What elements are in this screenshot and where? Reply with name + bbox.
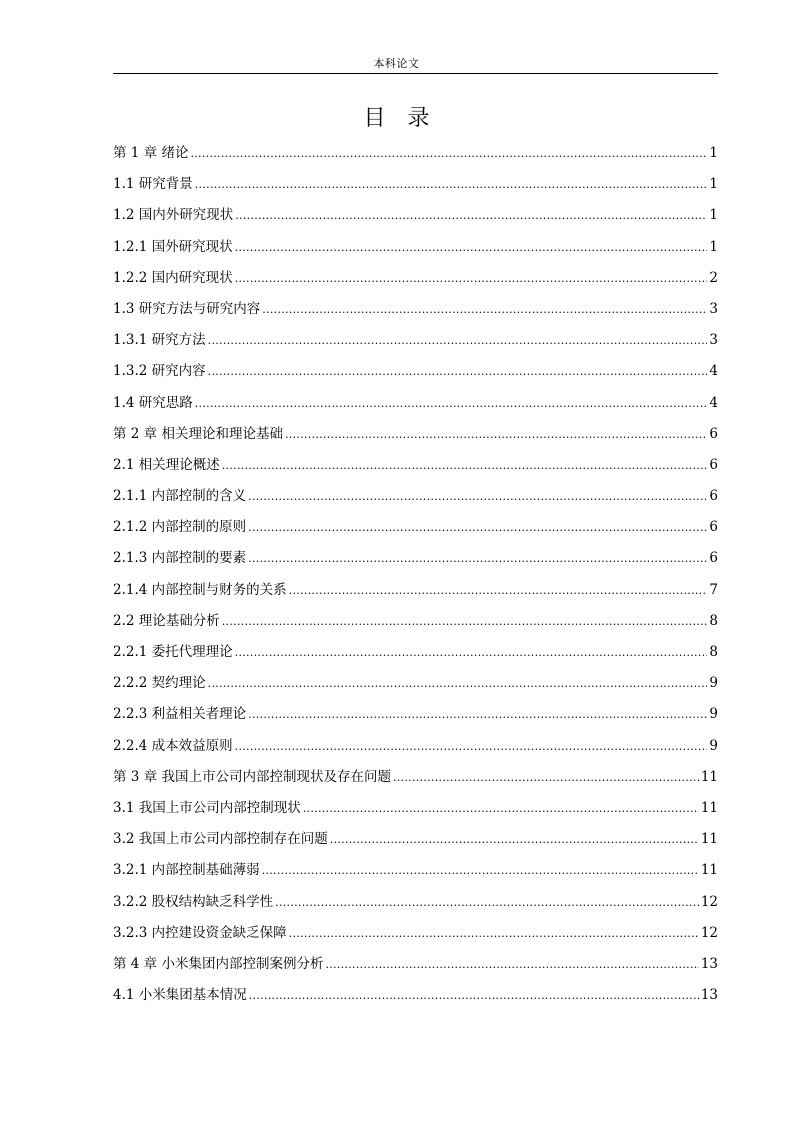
toc-entry-label: 3.1 我国上市公司内部控制现状 [113, 799, 301, 816]
toc-entry-page: 3 [709, 300, 718, 317]
toc-entry-label: 3.2.3 内控建设资金缺乏保障 [113, 924, 287, 941]
toc-leader-dots [262, 297, 707, 323]
toc-entry[interactable] [113, 483, 718, 514]
toc-entry-label: 4.1 小米集团基本情况 [113, 987, 247, 1004]
toc-list [113, 140, 718, 1013]
toc-entry[interactable] [113, 327, 718, 358]
toc-leader-dots [248, 515, 707, 541]
toc-entry[interactable] [113, 390, 718, 421]
toc-entry[interactable] [113, 701, 718, 732]
header-rule [113, 73, 718, 74]
toc-entry-label: 第 1 章 绪论 [113, 145, 189, 161]
toc-entry-label: 2.1 相关理论概述 [113, 456, 220, 473]
toc-entry-label: 1.3.1 研究方法 [113, 332, 206, 349]
toc-leader-dots [249, 983, 699, 1009]
toc-entry-page: 1 [709, 145, 718, 161]
toc-leader-dots [195, 172, 708, 198]
toc-entry-page: 8 [709, 612, 718, 629]
toc-leader-dots [262, 858, 699, 884]
toc-entry[interactable] [113, 202, 718, 233]
toc-entry-label: 2.2.1 委托代理理论 [113, 644, 233, 660]
toc-entry-page: 11 [700, 862, 718, 879]
toc-entry[interactable] [113, 982, 718, 1013]
toc-leader-dots [330, 827, 699, 853]
toc-entry-page: 9 [709, 706, 718, 723]
toc-entry-label: 2.2.2 契约理论 [113, 675, 206, 692]
toc-entry-page: 6 [709, 550, 718, 567]
toc-leader-dots [235, 640, 708, 666]
toc-entry[interactable] [113, 296, 718, 327]
toc-entry-label: 3.2.1 内部控制基础薄弱 [113, 862, 260, 879]
toc-entry-page: 2 [709, 269, 718, 286]
toc-entry-page: 6 [709, 425, 718, 442]
toc-entry-label: 2.1.2 内部控制的原则 [113, 519, 247, 536]
toc-entry-label: 3.2 我国上市公司内部控制存在问题 [113, 831, 328, 848]
toc-entry[interactable] [113, 795, 718, 826]
toc-entry[interactable] [113, 171, 718, 202]
toc-leader-dots [208, 671, 708, 697]
toc-leader-dots [235, 266, 708, 292]
toc-entry-label: 1.3.2 研究内容 [113, 363, 206, 380]
toc-entry-label: 第 2 章 相关理论和理论基础 [113, 425, 283, 442]
toc-entry[interactable] [113, 545, 718, 576]
toc-entry-page: 1 [709, 238, 718, 255]
toc-leader-dots [248, 484, 707, 510]
toc-entry-page: 4 [709, 363, 718, 380]
toc-entry[interactable] [113, 234, 718, 265]
toc-entry-page: 6 [709, 488, 718, 505]
toc-entry-page: 9 [709, 737, 718, 754]
toc-leader-dots [208, 359, 708, 385]
toc-entry-page: 6 [709, 519, 718, 536]
toc-entry-label: 2.2 理论基础分析 [113, 612, 220, 629]
toc-entry[interactable] [113, 452, 718, 483]
toc-leader-dots [289, 921, 699, 947]
toc-entry-label: 3.2.2 股权结构缺乏科学性 [113, 893, 274, 910]
toc-entry-page: 13 [700, 987, 718, 1004]
toc-entry-page: 9 [709, 675, 718, 692]
toc-leader-dots [248, 546, 707, 572]
toc-entry-label: 2.1.1 内部控制的含义 [113, 488, 247, 505]
toc-leader-dots [235, 235, 708, 261]
toc-entry[interactable] [113, 826, 718, 857]
toc-entry-page: 1 [709, 207, 718, 224]
toc-entry[interactable] [113, 733, 718, 764]
toc-entry-page: 11 [700, 768, 718, 785]
toc-leader-dots [393, 765, 699, 791]
toc-entry[interactable] [113, 670, 718, 701]
toc-leader-dots [190, 141, 707, 167]
toc-entry-label: 1.2.2 国内研究现状 [113, 269, 233, 286]
toc-leader-dots [285, 422, 707, 448]
toc-entry-label: 2.2.3 利益相关者理论 [113, 706, 247, 723]
toc-entry-page: 7 [709, 581, 718, 598]
toc-entry[interactable] [113, 265, 718, 296]
toc-leader-dots [222, 453, 708, 479]
toc-entry[interactable] [113, 920, 718, 951]
toc-entry-page: 12 [700, 893, 718, 910]
toc-title: 目录 [363, 106, 452, 131]
toc-entry[interactable] [113, 358, 718, 389]
toc-leader-dots [275, 890, 699, 916]
page-header: 本科论文 [373, 57, 420, 70]
toc-entry-label: 2.1.4 内部控制与财务的关系 [113, 581, 287, 598]
toc-entry[interactable] [113, 951, 718, 982]
toc-entry-label: 第 3 章 我国上市公司内部控制现状及存在问题 [113, 768, 391, 785]
toc-entry-label: 1.2.1 国外研究现状 [113, 238, 233, 255]
toc-entry-label: 1.1 研究背景 [113, 176, 193, 193]
toc-entry-page: 11 [700, 831, 718, 848]
toc-entry[interactable] [113, 421, 718, 452]
toc-entry-page: 3 [709, 332, 718, 349]
toc-entry-label: 1.2 国内外研究现状 [113, 207, 234, 224]
toc-leader-dots [222, 609, 708, 635]
toc-entry-label: 1.4 研究思路 [113, 394, 193, 411]
toc-entry[interactable] [113, 577, 718, 608]
toc-entry[interactable] [113, 514, 718, 545]
toc-entry-label: 2.1.3 内部控制的要素 [113, 550, 247, 567]
toc-leader-dots [303, 796, 699, 822]
toc-leader-dots [235, 203, 707, 229]
toc-entry-page: 1 [709, 176, 718, 193]
toc-entry-label: 1.3 研究方法与研究内容 [113, 300, 261, 317]
toc-entry-page: 11 [700, 799, 718, 816]
toc-entry[interactable] [113, 889, 718, 920]
toc-entry[interactable] [113, 639, 718, 670]
toc-entry-page: 8 [709, 644, 718, 660]
toc-leader-dots [235, 734, 708, 760]
toc-leader-dots [289, 578, 708, 604]
toc-entry-page: 12 [700, 924, 718, 941]
toc-leader-dots [325, 952, 698, 978]
toc-entry[interactable] [113, 140, 718, 171]
toc-entry-page: 4 [709, 394, 718, 411]
toc-entry[interactable] [113, 608, 718, 639]
toc-leader-dots [248, 702, 707, 728]
toc-entry[interactable] [113, 857, 718, 888]
toc-entry-page: 6 [709, 456, 718, 473]
toc-entry-label: 第 4 章 小米集团内部控制案例分析 [113, 955, 324, 972]
toc-entry-page: 13 [700, 955, 718, 972]
toc-leader-dots [195, 391, 708, 417]
toc-entry[interactable] [113, 764, 718, 795]
toc-leader-dots [208, 328, 708, 354]
toc-entry-label: 2.2.4 成本效益原则 [113, 737, 233, 754]
